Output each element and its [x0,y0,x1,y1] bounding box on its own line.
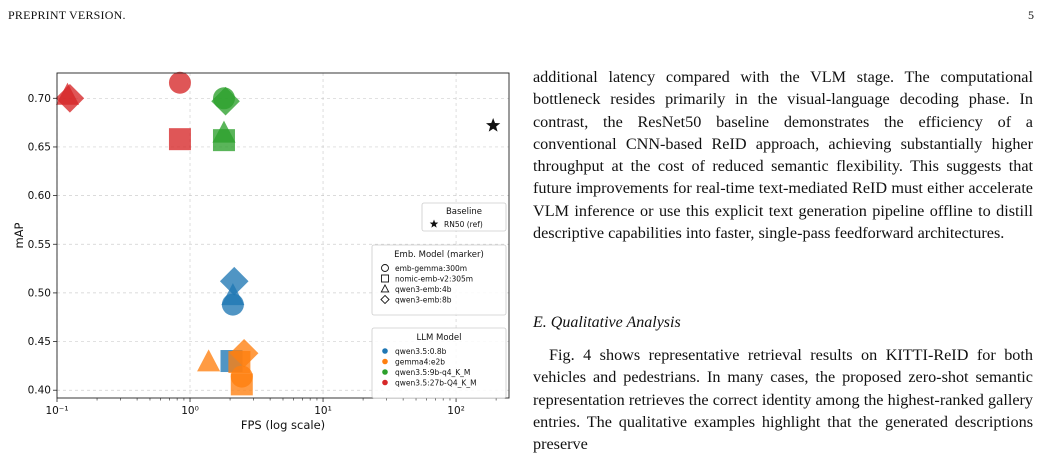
legend-marker [382,348,388,354]
y-tick-label: 0.40 [27,384,51,397]
data-point [222,294,244,316]
baseline-legend-item: RN50 (ref) [444,220,483,229]
data-point [213,129,235,151]
y-axis-label: mAP [12,222,26,249]
legend-marker [382,369,388,375]
llm-legend-item: qwen3.5:27b-Q4_K_M [395,378,477,388]
x-tick-label: 10⁰ [181,405,199,417]
llm-legend-item: qwen3.5:9b-q4_K_M [395,368,471,377]
y-tick-label: 0.70 [27,92,51,105]
embedding-legend-item: qwen3-emb:4b [395,285,452,294]
legend-marker [382,380,388,386]
page-number: 5 [1028,8,1034,22]
embedding-legend-item: qwen3-emb:8b [395,295,452,305]
baseline-point [486,118,500,132]
data-point [169,128,191,150]
y-tick-label: 0.50 [27,287,51,300]
baseline-legend-title: Baseline [445,207,483,217]
x-tick-label: 10¹ [314,405,332,417]
data-point [211,87,240,116]
llm-legend-item: qwen3.5:0.8b [395,347,447,356]
llm-legend-item: gemma4:e2b [395,357,446,367]
x-tick-label: 10⁻¹ [45,405,69,417]
legend-marker [382,359,388,365]
y-tick-label: 0.60 [27,190,51,203]
embedding-legend-item: nomic-emb-v2:305m [395,274,474,284]
x-axis-label: FPS (log scale) [240,418,326,432]
paragraph-performance: additional latency compared with the VLM stage. The computational bottleneck resides primarily in the visual-language decoding phase. In contrast, the ResNet50 baseline demonstrates the efficiency of a conventional CNN-based ReID approach, achieving substantially higher throughput at the cost of reduced semantic flexibility. This suggests that future improvements for real-time text-mediated ReID must either accelerate VLM inference or use this explicit text generation pipeline offline to distill descriptive capabilities into faster, single-pass feedforward architectures. [533,68,1033,243]
embedding-legend-title: Emb. Model (marker) [394,250,484,260]
data-point [231,373,253,395]
scatter-figure [0,58,520,450]
data-point [169,72,191,94]
section-heading: E. Qualitative Analysis [533,314,681,331]
y-tick-label: 0.45 [27,336,51,349]
llm-legend-title: LLM Model [416,333,462,343]
running-header: PREPRINT VERSION. [8,8,126,22]
x-tick-label: 10² [447,405,465,417]
paragraph-qualitative: Fig. 4 shows representative retrieval results on KITTI-ReID for both vehicles and pedestrians. In many cases, the proposed zero-shot semantic representation retrieves the correct identity among the highest-ranked gallery entries. The qualitative examples highlight that the generated descriptions preserve [533,346,1033,454]
y-tick-label: 0.55 [27,238,51,251]
data-point [56,84,85,113]
y-tick-label: 0.65 [27,141,51,154]
embedding-legend-item: emb-gemma:300m [395,264,468,273]
data-point [197,349,220,371]
